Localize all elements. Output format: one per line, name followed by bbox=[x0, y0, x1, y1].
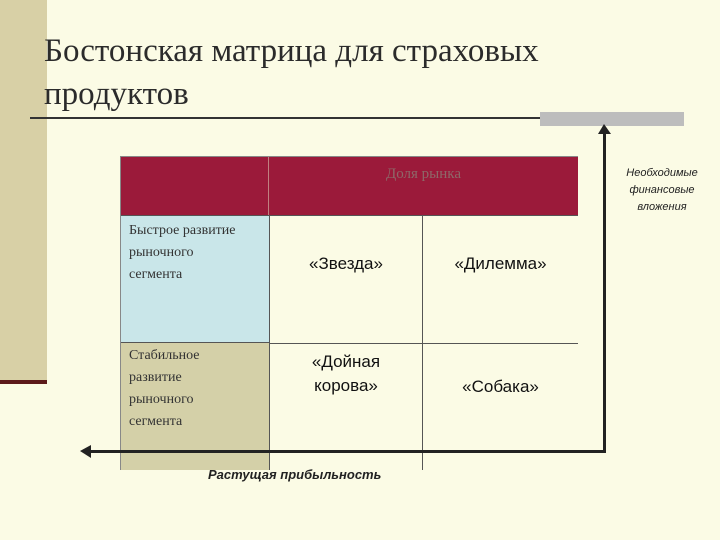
horizontal-axis bbox=[90, 450, 606, 453]
header-corner-cell bbox=[121, 157, 269, 215]
vertical-axis-label: Необходимые финансовые вложения bbox=[626, 167, 698, 213]
vertical-axis-arrowhead bbox=[598, 124, 611, 134]
title-rule-accent bbox=[540, 112, 684, 126]
row-label-text: Быстрое развитие рыночного сегмента bbox=[129, 223, 236, 282]
row-label-text: Стабильное развитие рыночного сегмента bbox=[129, 348, 200, 429]
boston-matrix bbox=[120, 156, 578, 470]
row-label-fast-growth bbox=[121, 215, 269, 343]
column-header: Доля рынка bbox=[269, 157, 578, 215]
quadrant-dog: «Собака» bbox=[423, 343, 578, 470]
quadrant-cash-cow: «Дойная корова» bbox=[269, 343, 423, 470]
horizontal-axis-arrowhead bbox=[80, 445, 91, 458]
horizontal-axis-label: Растущая прибыльность bbox=[208, 467, 382, 482]
slide-title: Бостонская матрица для страховых продуктов bbox=[44, 33, 539, 112]
left-decor-line bbox=[0, 380, 47, 384]
quadrant-dilemma: «Дилемма» bbox=[423, 215, 578, 343]
left-decor-bar bbox=[0, 0, 47, 383]
quadrant-star: «Звезда» bbox=[269, 215, 423, 343]
